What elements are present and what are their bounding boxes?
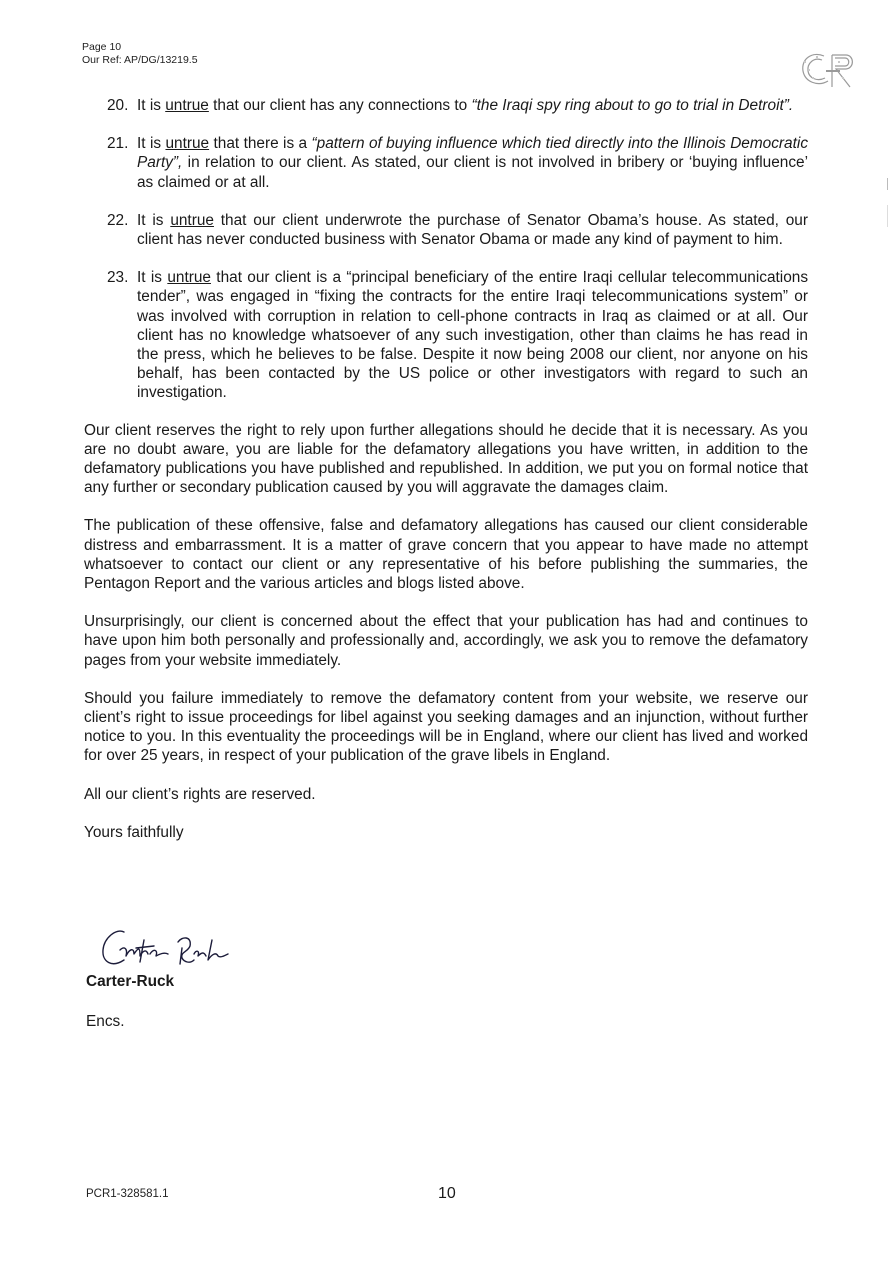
- page-header: [82, 41, 198, 67]
- scan-artifact: [887, 178, 888, 190]
- list-item: 22. It is untrue that our client underwrote the purchase of Senator Obama’s house. As stated, our client has never conducted business with Senator Obama or made any kind of payment to him.: [107, 211, 808, 249]
- paragraph-proceedings: Should you failure immediately to remove the defamatory content from your website, we reserve our client’s right to issue proceedings for libel against you seeking damages and an injunction, without further notice to you. In this eventuality the proceedings will be in England, where our client has lived and worked for over 25 years, in respect of your publication of the grave libels in England.: [84, 689, 808, 765]
- scan-artifact: [887, 205, 888, 227]
- item-number: 21.: [107, 135, 129, 153]
- paragraph-distress: The publication of these offensive, false and defamatory allegations has caused our client considerable distress and embarrassment. It is a matter of grave concern that you appear to have made no attempt whatsoever to contact our client or any representative of his before publishing the summaries, the Pentagon Report and the various articles and blogs listed above.: [84, 517, 808, 593]
- item-number: 20.: [107, 97, 129, 114]
- signer-name: Carter-Ruck: [86, 973, 175, 990]
- firm-logo-icon: [798, 47, 858, 91]
- document-reference: PCR1-328581.1: [86, 1188, 169, 1200]
- handwritten-signature: [94, 918, 254, 978]
- paragraph-removal-request: Unsurprisingly, our client is concerned about the effect that your publication has had and continues to have upon him both personally and professionally and, accordingly, we ask you to remove the defamatory pages from your website immediately.: [84, 613, 808, 669]
- item-number: 23.: [107, 269, 129, 287]
- paragraph-reservation: Our client reserves the right to rely upon further allegations should he decide that it is necessary. As you are no doubt aware, you are liable for the defamatory allegations you have written, in addition to the defamatory publications you have published and republished. In addition, we put you on formal notice that any further or secondary publication caused by you will aggravate the damages claim.: [84, 421, 808, 497]
- quoted-allegation: “the Iraqi spy ring about to go to trial in Detroit”.: [471, 97, 794, 114]
- emphasis-untrue: untrue: [167, 269, 211, 287]
- rights-reserved: All our client’s rights are reserved.: [84, 785, 316, 803]
- list-item: 20. It is untrue that our client has any connections to “the Iraqi spy ring about to go to trial in Detroit”.: [107, 97, 794, 114]
- emphasis-untrue: untrue: [165, 135, 210, 153]
- enclosures: Encs.: [86, 1013, 125, 1030]
- our-ref: Our Ref: AP/DG/13219.5: [82, 54, 198, 66]
- page-label: Page 10: [82, 41, 122, 53]
- list-item: 21. It is untrue that there is a “pattern of buying influence which tied directly into the Illinois Democratic Party”, in relation to our client. As stated, our client is not involved in bribery or ‘buying influence’ as claimed or at all.: [107, 135, 809, 191]
- emphasis-untrue: untrue: [165, 97, 209, 114]
- salutation: Yours faithfully: [84, 823, 184, 841]
- quoted-allegation: “pattern of buying influence which tied directly into the Illinois Democratic Party”,: [137, 135, 809, 172]
- page-number: 10: [438, 1185, 456, 1202]
- list-item: 23. It is untrue that our client is a “principal beneficiary of the entire Iraqi cellular telecommunications tender”, was engaged in “fixing the contracts for the entire Iraqi telecommunications system” or was involved with corruption in relation to cell-phone contracts in Iraq as claimed or at all. Our client has no knowledge whatsoever of any such investigation, other than claims he has read in the press, which he believes to be false. Despite it now being 2008 our client, nor anyone on his behalf, has been contacted by the US police or other investigators with regard to such an investigation.: [107, 269, 809, 402]
- letter-body: [84, 96, 808, 861]
- item-number: 22.: [107, 211, 129, 229]
- emphasis-untrue: untrue: [170, 211, 214, 229]
- allegation-list: [84, 96, 808, 403]
